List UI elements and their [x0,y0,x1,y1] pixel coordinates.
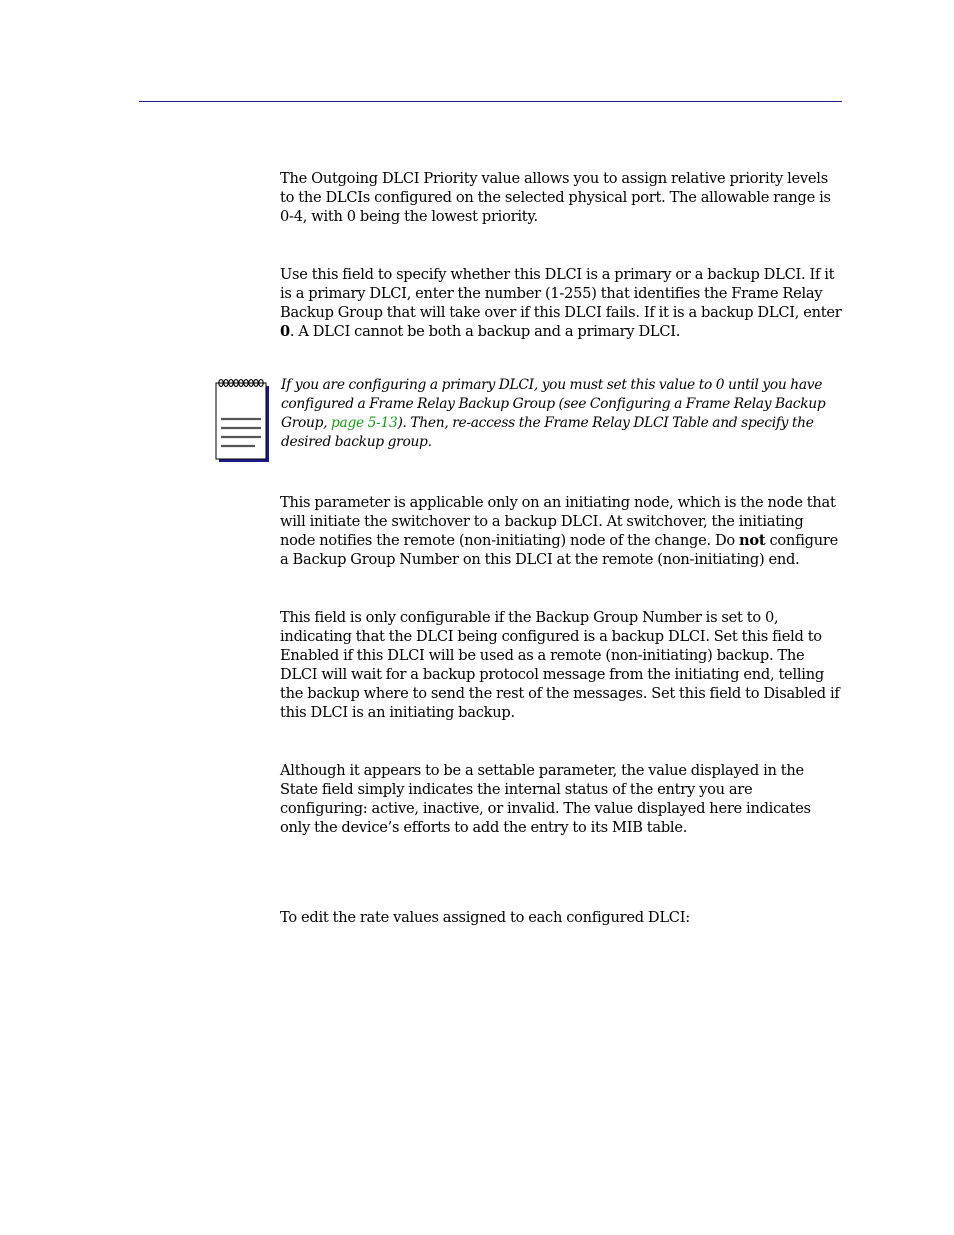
paragraph-backup-group [280,265,842,341]
backup-value-zero: 0 [280,323,290,340]
paragraph-state-text: Although it appears to be a settable parameter, the value displayed in the State field simply indicates the internal status of the entry you are configuring: active, inactive, or invalid. The value displayed here indicates only the device’s efforts to add the entry to its MIB table. [280,762,811,836]
paragraph-backup-group-text: Use this field to specify whether this DLCI is a primary or a backup DLCI. If it is a primary DLCI, enter the number (1-255) that identifies the Frame Relay Backup Group that will take over if this DLCI fails. If it is a backup DLCI, enter [280,266,842,321]
paragraph-initiating-node [280,493,842,569]
paragraph-remote-backup [280,608,842,722]
paragraph-state [280,761,842,837]
page-reference-link[interactable]: page 5-13 [331,415,398,431]
paragraph-backup-group-text-end: . A DLCI cannot be both a backup and a primary DLCI. [289,323,681,340]
paragraph-priority [280,169,842,226]
notepad-icon [215,378,271,462]
paragraph-initiating-text: This parameter is applicable only on an initiating node, which is the node that will initiate the switchover to a backup DLCI. At switchover, the initiating node notifies the remote (non-initiating) node of the change. Do [280,494,836,549]
paragraph-edit-rate-text: To edit the rate values assigned to each configured DLCI: [280,909,690,926]
note-text [281,376,841,452]
emphasis-not: not [739,532,766,549]
header-rule [139,101,842,102]
paragraph-edit-rate [280,908,842,927]
paragraph-priority-text: The Outgoing DLCI Priority value allows you to assign relative priority levels to the DLCIs configured on the selected physical port. The allowable range is 0-4, with 0 being the lowest priority. [280,170,831,225]
paragraph-remote-backup-text: This field is only configurable if the Backup Group Number is set to 0, indicating that the DLCI being configured is a backup DLCI. Set this field to Enabled if this DLCI will be used as a remote (non-initiating) backup. The DLCI will wait for a backup protocol message from the initiating end, telling the backup where to send the rest of the messages. Set this field to Disabled if this DLCI is an initiating backup. [280,609,840,721]
note-text-end: ). Then, re-access the Frame Relay DLCI Table and specify the desired backup group. [281,415,814,450]
note-text-start: If you are configuring a primary DLCI, you must set this value to 0 until you have configured a Frame Relay Backup Group (see Configuring a Frame Relay Backup Group, [281,377,826,431]
notepad-page [216,383,266,459]
paragraph-initiating-text-end: configure a Backup Group Number on this DLCI at the remote (non-initiating) end. [280,532,838,568]
